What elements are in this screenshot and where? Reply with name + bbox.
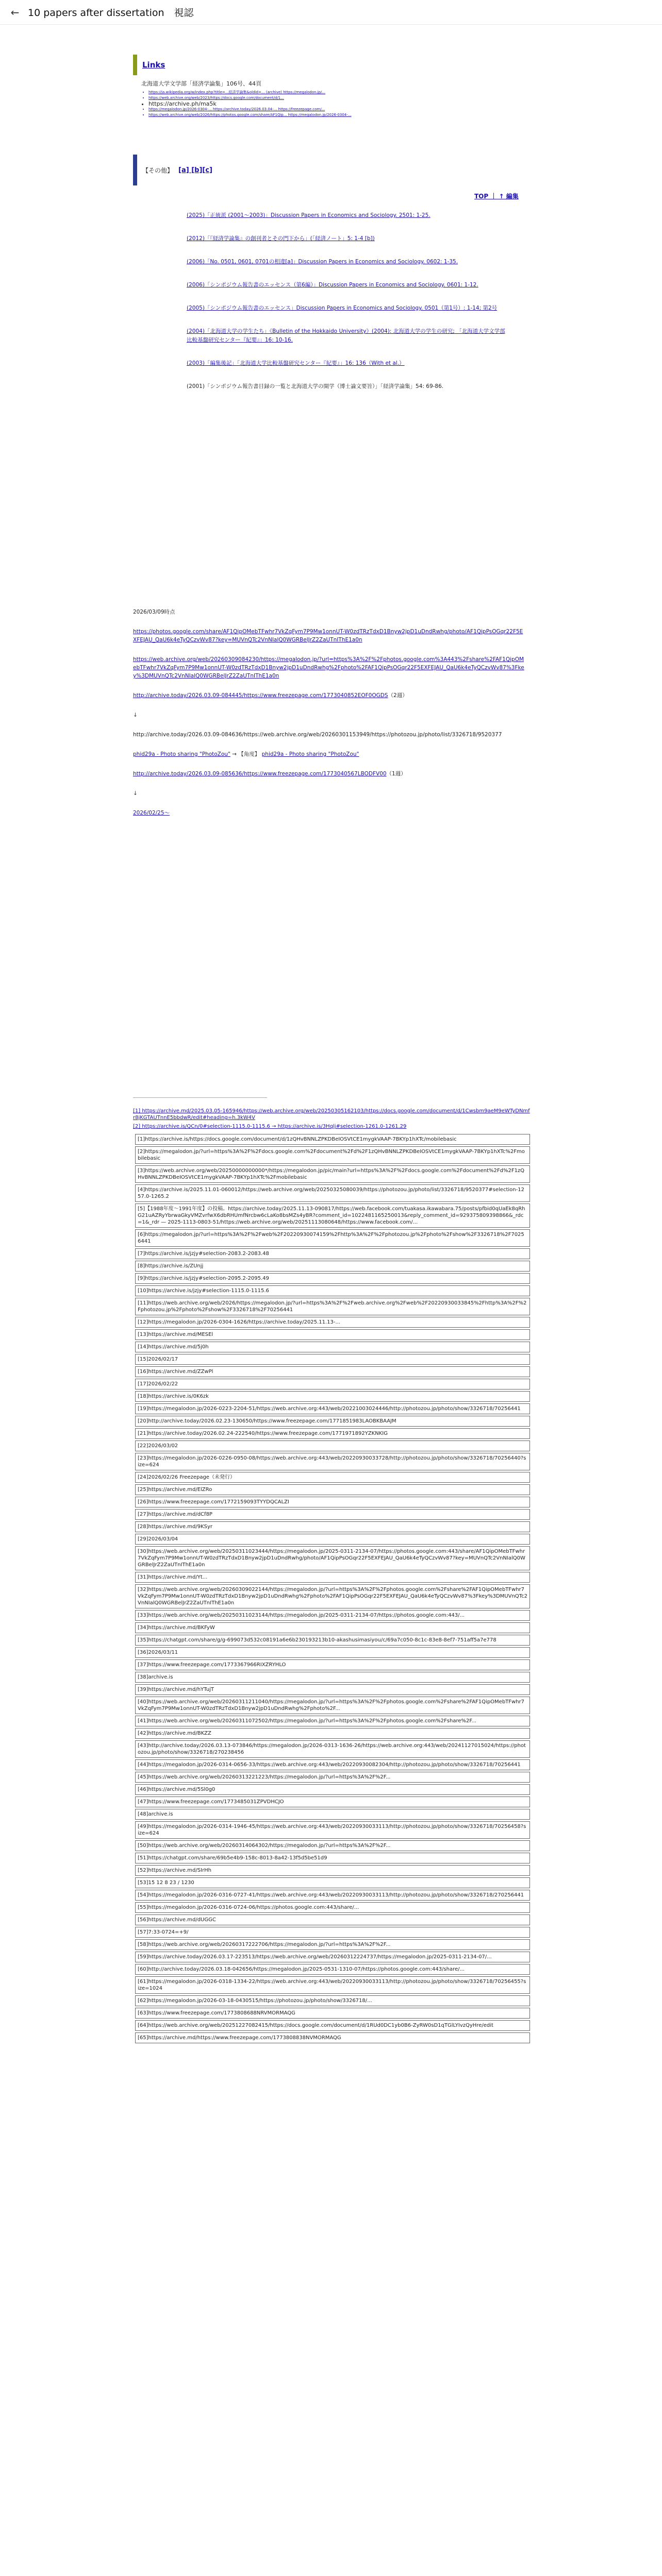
citation-box[interactable]: [13]https://archive.md/MESEl <box>135 1329 530 1340</box>
date-link[interactable]: 2026/02/25〜 <box>133 810 170 816</box>
citation-box[interactable]: [53]15 12 8 23 / 1230 <box>135 1877 530 1888</box>
citation-box[interactable]: [62]https://megalodon.jp/2026-03-18-0430515/https://photozou.jp/photo/show/3326718/... <box>135 1995 530 2006</box>
citation-box[interactable]: [60]http://archive.today/2026.03.18-042656/https://megalodon.jp/2025-0531-1310-07/https://photos.google.com:443/share/... <box>135 1964 530 1975</box>
citation-box[interactable]: [40]https://web.archive.org/web/20260311211040/https://megalodon.jp/?url=https%3A%2F%2Fphotos.google.com%2Fshare%2FAF1QipOMebTFwhr7VkZqFym7P9Mw1onnUT-W0zdTRzTdxD1Bnyw2jpD1uDndRwhg%2Fphoto%2F... <box>135 1697 530 1714</box>
citation-box[interactable]: [15]2026/02/17 <box>135 1354 530 1365</box>
citation-box[interactable]: [19]https://megalodon.jp/2026-0223-2204-51/https://web.archive.org:443/web/20221003024446/http://photozou.jp/photo/show/3326718/70256441 <box>135 1403 530 1414</box>
citation-box[interactable]: [56]https://archive.md/dUGGC <box>135 1914 530 1925</box>
date-label: 2026/03/09時点 <box>133 609 175 615</box>
citation-box[interactable]: [52]https://archive.md/SIrHh <box>135 1865 530 1876</box>
section-marker <box>133 55 137 75</box>
reference-item[interactable]: (2004)「北海道大学の学生たち」《Bulletin of the Hokkaido University》(2004): 北海道大学の学生の研究; 「北海道大学文学部比較基盤研究センター『紀要』」16: 10-16. <box>187 328 505 343</box>
reference-list <box>187 211 506 405</box>
note-suffix: （1週） <box>386 771 406 777</box>
citation-box[interactable]: [26]https://www.freezepage.com/1772159093TYYDQCALZI <box>135 1497 530 1507</box>
citation-box[interactable]: [57]7:33-0724=+9/ <box>135 1927 530 1938</box>
citation-box[interactable]: [10]https://archive.is/jzjy#selection-1115.0-1115.6 <box>135 1285 530 1296</box>
note-text: http://archive.today/2026.03.09-084636/https://web.archive.org/web/20260301153949/https://photozou.jp/photo/list/3326718/9520377 <box>133 732 502 738</box>
mini-link[interactable]: • https://archive.ph/ma5k <box>148 101 509 107</box>
mini-link[interactable]: • https://ja.wikipedia.org/w/index.php?title=...経済学論集&oldid=... (archive) https://megalodon.jp/... <box>148 90 509 95</box>
mini-link[interactable]: • https://megalodon.jp/2026-0304-... https://archive.today/2026.03.04-... https://freezepage.com/... <box>148 107 509 112</box>
links-title[interactable]: Links <box>142 60 166 70</box>
citation-box[interactable]: [11]https://web.archive.org/web/2026/https://megalodon.jp/?url=https%3A%2F%2Fweb.archive.org%2Fweb%2F20220930033845%2Fhttp%3A%2F%2Fphotozou.jp%2Fphoto%2Fshow%2F3326718%2F70256441 <box>135 1298 530 1315</box>
citation-box[interactable]: [55]https://megalodon.jp/2026-0316-0724-06/https://photos.google.com:443/share/... <box>135 1902 530 1913</box>
footnotes <box>133 1108 530 2045</box>
footnote[interactable]: [1] https://archive.md/2025.03.05-165946/https://web.archive.org/web/20250305162103/https://docs.google.com/document/d/1Cwsbm9aeM9eWTyDNmfr8jKGTAUTnnE5bbdwR/edit#heading=h.3kW4V <box>133 1108 530 1121</box>
citation-box[interactable]: [27]https://archive.md/dCf8P <box>135 1509 530 1520</box>
section-marker <box>133 155 137 185</box>
photo-separator: → 【角度】 <box>230 751 260 757</box>
divider <box>133 1097 267 1098</box>
citation-box[interactable]: [35]https://chatgpt.com/share/g/g-699073d532c08191a6e6b230193213b10-akashusimasiyou/c/69a7c050-8c1c-83e8-8ef7-751aff5a7e778 <box>135 1635 530 1646</box>
links-list <box>141 90 509 118</box>
citation-box[interactable]: [38]archive.is <box>135 1672 530 1683</box>
notes-section <box>133 608 525 828</box>
mini-link[interactable]: • https://web.archive.org/web/2023/https://docs.google.com/document/d/1... <box>148 95 509 101</box>
reference-item[interactable]: (2006)「シンポジウム報告書のエッセンス（第6編）」Discussion Papers in Economics and Sociology. 0601: 1-12. <box>187 282 478 288</box>
citation-box[interactable]: [59]https://archive.today/2026.03.17-223513/https://web.archive.org/web/20260312224737/https://megalodon.jp/2025-0311-2134-07/... <box>135 1952 530 1962</box>
reference-item[interactable]: (2006)「No. 0501, 0601, 0701の相違[a]」Discussion Papers in Economics and Sociology. 0602: 1-35. <box>187 259 458 265</box>
down-arrow: ↓ <box>133 790 138 796</box>
citation-box[interactable]: [65]https://archive.md/https://www.freezepage.com/1773808838NVMORMAQG <box>135 2032 530 2043</box>
citation-box[interactable]: [54]https://megalodon.jp/2026-0316-0727-41/https://web.archive.org:443/web/20220930033113/http://photozou.jp/photo/show/3326718/270256441 <box>135 1890 530 1901</box>
mini-link[interactable]: • https://web.archive.org/web/2026/https://photos.google.com/share/AF1Qip... https://megalodon.jp/2026-0304-... <box>148 112 509 118</box>
links-subtitle: 北海道大学文学部「経済学論集」106号、44頁 <box>141 80 261 87</box>
page-title: 10 papers after dissertation 視認 <box>28 7 194 19</box>
citation-box[interactable]: [21]https://archive.today/2026.02.24-222540/https://www.freezepage.com/1771971892YZKNKIG <box>135 1428 530 1439</box>
citation-box[interactable]: [16]https://archive.md/ZZwPl <box>135 1366 530 1377</box>
citation-box[interactable]: [50]https://web.archive.org/web/20260314064302/https://megalodon.jp/?url=https%3A%2F%2F... <box>135 1840 530 1851</box>
top-edit-link[interactable]: TOP ｜ ↑ 編集 <box>474 193 519 200</box>
citation-box[interactable]: [28]https://archive.md/9KSyr <box>135 1521 530 1532</box>
reference-item[interactable]: (2005)「シンポジウム報告書のエッセンス」Discussion Papers in Economics and Sociology. 0501（第1号）: 1-14; 第2号 <box>187 305 498 311</box>
citation-box[interactable]: [5]【1988年度〜1991年度】の投稿。https://archive.today/2025.11.13-090817/https://web.facebook.com/tuakasa.ikawabara.75/posts/pfbid0qUaEk8qRhG21uAZRyYbrwaGkyVMZvrfwX6dbRHUmfNrcbw6cLaKo8bsMZs4yBR?comment_id=1022481165250013&reply_comment_id=929375809398866&_rdc=1&_rdr — 2025-1113-0803-51/https://web.archive.org/web/20251113080648/https://www.facebook.com/... <box>135 1204 530 1228</box>
citation-box[interactable]: [47]https://www.freezepage.com/1773485031ZPVDHCJO <box>135 1797 530 1807</box>
citation-box[interactable]: [51]https://chatgpt.com/share/69b5e4b9-158c-8013-8a42-13f5d5be51d9 <box>135 1853 530 1863</box>
citation-box[interactable]: [20]http://archive.today/2026.02.23-130650/https://www.freezepage.com/1771851983LAOBKBAAJM <box>135 1416 530 1427</box>
citation-box[interactable]: [17]2026/02/22 <box>135 1379 530 1389</box>
citation-box[interactable]: [41]https://web.archive.org/web/20260311072502/https://megalodon.jp/?url=https%3A%2F%2Fphotos.google.com%2Fshare%2F... <box>135 1716 530 1726</box>
citation-box[interactable]: [36]2026/03/11 <box>135 1647 530 1658</box>
citation-box[interactable]: [8]https://archive.is/ZUnjj <box>135 1261 530 1272</box>
citation-box[interactable]: [33]https://web.archive.org/web/20250311023144/https://megalodon.jp/2025-0311-2134-07/https://photos.google.com:443/... <box>135 1610 530 1621</box>
citation-box[interactable]: [24]2026/02/26 Freezepage（未発行） <box>135 1472 530 1483</box>
others-section <box>133 155 509 185</box>
others-links[interactable]: [a] [b][c] <box>178 166 212 174</box>
others-label: 【その他】 <box>142 166 174 174</box>
citation-box[interactable]: [39]https://archive.md/hYTujT <box>135 1684 530 1695</box>
citation-box[interactable]: [7]https://archive.is/jzjy#selection-2083.2-2083.48 <box>135 1248 530 1259</box>
citation-box[interactable]: [25]https://archive.md/ElZRo <box>135 1484 530 1495</box>
citation-box[interactable]: [58]https://web.archive.org/web/20260317222706/https://megalodon.jp/?url=https%3A%2F%2F... <box>135 1939 530 1950</box>
note-url[interactable]: https://photos.google.com/share/AF1QipOMebTFwhr7VkZqFym7P9Mw1onnUT-W0zdTRzTdxD1Bnyw2jpD1uDndRwhg/photo/AF1QipPsOGqr22F5EXFEJAU_QaU6k4eTyQCzvWv87?key=MUVnQTc2VnNIalQ0WGRBelJrZ2ZaUTnIThE1a0n <box>133 629 523 643</box>
citation-box[interactable]: [44]https://megalodon.jp/2026-0314-0656-33/https://web.archive.org:443/web/20220930082304/http://photozou.jp/photo/show/3326718/70256441 <box>135 1759 530 1770</box>
arrow-left-icon[interactable]: ← <box>10 6 20 19</box>
citation-boxes <box>133 1134 530 2043</box>
citation-box[interactable]: [22]2026/03/02 <box>135 1440 530 1451</box>
citation-box[interactable]: [34]https://archive.md/BKFyW <box>135 1622 530 1633</box>
citation-box[interactable]: [64]https://web.archive.org/web/20251227082415/https://docs.google.com/document/d/1RUd0DC1yb0B6-ZyRW0sD1qTGlLYIvzQyHre/edit <box>135 2020 530 2031</box>
citation-box[interactable]: [49]https://megalodon.jp/2026-0314-1946-45/https://web.archive.org:443/web/20220930033113/http://photozou.jp/photo/show/3326718/70256458?size=624 <box>135 1821 530 1839</box>
links-section <box>133 55 509 118</box>
note-url[interactable]: https://web.archive.org/web/20260309084230/https://megalodon.jp/?url=https%3A%2F%2Fphotos.google.com%3A443%2Fshare%2FAF1QipOMebTFwhr7VkZqFym7P9Mw1onnUT-W0zdTRzTdxD1Bnyw2jpD1uDndRwhg%2Fphoto%2FAF1QipPsOGqr22F5EXFEJAU_QaU6k4eTyQCzvWv87%3Fkey%3DMUVnQTc2VnNIalQ0WGRBelJrZ2ZaUTnIThE1a0n <box>133 656 524 679</box>
citation-box[interactable]: [63]https://www.freezepage.com/1773808688NRVMORMAQG <box>135 2008 530 2019</box>
photo-link[interactable]: phid29a - Photo sharing "PhotoZou" <box>261 751 359 757</box>
reference-item[interactable]: (2025)「正統派 (2001〜2003)」Discussion Papers in Economics and Sociology. 2501: 1-25. <box>187 212 431 218</box>
citation-box[interactable]: [4]https://archive.is/2025.11.01-060012/https://web.archive.org/web/20250325080039/https://photozou.jp/photo/list/3326718/9520377#selection-1257.0-1265.2 <box>135 1184 530 1202</box>
links-heading <box>133 55 509 75</box>
citation-box[interactable]: [18]https://archive.is/0K6zk <box>135 1391 530 1402</box>
down-arrow: ↓ <box>133 712 138 718</box>
note-suffix: （2週） <box>388 692 408 699</box>
citation-box[interactable]: [29]2026/03/04 <box>135 1534 530 1545</box>
citation-box[interactable]: [12]https://megalodon.jp/2026-0304-1626/https://archive.today/2025.11.13-... <box>135 1317 530 1328</box>
citation-box[interactable]: [48]archive.is <box>135 1809 530 1820</box>
citation-box[interactable]: [42]https://archive.md/BKZZ <box>135 1728 530 1739</box>
footnote[interactable]: [2] https://archive.is/QCn/0#selection-1115.0-1115.6 → https://archive.is/3Hqlj#selection-1261.0-1261.29 <box>133 1124 407 1129</box>
title-bar <box>0 0 662 25</box>
citation-box[interactable]: [43]http://archive.today/2026.03.13-073846/https://megalodon.jp/2026-0313-1636-26/https://web.archive.org:443/web/20241127015024/https://photozou.jp/photo/show/3326718/270238456 <box>135 1740 530 1758</box>
citation-box[interactable]: [14]https://archive.md/5j0h <box>135 1342 530 1352</box>
citation-box[interactable]: [3]https://web.archive.org/web/20250000000000*/https://megalodon.jp/pic/main?url=https%3A%2F%2Fdocs.google.com%2Fdocument%2Fd%2F1zQHvBNNLZPKDBeIOSVtCE1mygkVAAP-7BKYp1hXTc%2Fmobilebasic <box>135 1165 530 1183</box>
citation-box[interactable]: [46]https://archive.md/5Sl0g0 <box>135 1784 530 1795</box>
citation-box[interactable]: [61]https://megalodon.jp/2026-0318-1334-22/https://web.archive.org:443/web/20220930033113/http://photozou.jp/photo/show/3326718/70256455?size=1024 <box>135 1976 530 1994</box>
reference-item: (2001)「シンポジウム報告書目録の一覧と北海道大学の開学（博士論文要旨）」「経済学論集」54: 69-86. <box>187 383 444 389</box>
citation-box[interactable]: [30]https://web.archive.org/web/20250311023444/https://megalodon.jp/2025-0311-2134-07/https://photos.google.com:443/share/AF1QipOMebTFwhr7VkZqFym7P9Mw1onnUT-W0zdTRzTdxD1Bnyw2jpD1uDndRwhg/photo/AF1QipPsOGqr22F5EXFEJAU_QaU6k4eTyQCzvWv87?key=MUVnQTc2VnNIalQ0WGRBelJrZ2ZaUTnIThE1a0n <box>135 1546 530 1570</box>
citation-box[interactable]: [23]https://megalodon.jp/2026-0226-0950-08/https://web.archive.org:443/web/20220930033728/http://photozou.jp/photo/show/3326718/70256440?size=624 <box>135 1453 530 1470</box>
citation-box[interactable]: [2]https://megalodon.jp/?url=https%3A%2F%2Fdocs.google.com%2Fdocument%2Fd%2F1zQHvBNNLZPKDBeIOSVtCE1mygkVAAP-7BKYp1hXTc%2Fmobilebasic <box>135 1146 530 1164</box>
citation-box[interactable]: [6]https://megalodon.jp/?url=https%3A%2F%2Fweb%2F20220930074159%2Fhttp%3A%2F%2Fphotozou.jp%2Fphoto%2Fshow%2F3326718%2F70256441 <box>135 1229 530 1247</box>
citation-box[interactable]: [37]https://www.freezepage.com/1773367966RIXZRYHLO <box>135 1659 530 1670</box>
citation-box[interactable]: [9]https://archive.is/jzjy#selection-2095.2-2095.49 <box>135 1273 530 1284</box>
reference-item[interactable]: (2012)「『経済学論集』の創刊者とその門下から」(「経済ノート」5: 1-4 [b]) <box>187 235 375 242</box>
note-url[interactable]: http://archive.today/2026.03.09-084445/https://www.freezepage.com/1773040852EOF0OGDS <box>133 692 388 699</box>
citation-box[interactable]: [45]https://web.archive.org/web/20260313221223/https://megalodon.jp/?url=https%3A%2F%2F... <box>135 1772 530 1783</box>
reference-item[interactable]: (2003)「編集後記」「北海道大学比較基盤研究センター『紀要』」16: 136（With et al.） <box>187 360 405 366</box>
citation-box[interactable]: [31]https://archive.md/Yt... <box>135 1572 530 1583</box>
note-url[interactable]: http://archive.today/2026.03.09-085636/https://www.freezepage.com/1773040567LBODFV00 <box>133 771 387 777</box>
citation-box[interactable]: [1]https://archive.is/https://docs.google.com/document/d/1zQHvBNNLZPKDBeIOSVtCE1mygkVAAP-7BKYp1hXTc/mobilebasic <box>135 1134 530 1145</box>
photo-link[interactable]: phid29a - Photo sharing "PhotoZou" <box>133 751 230 757</box>
citation-box[interactable]: [32]https://web.archive.org/web/20260309022144/https://megalodon.jp/?url=https%3A%2F%2Fphotos.google.com%2Fshare%2FAF1QipOMebTFwhr7VkZqFym7P9Mw1onnUT-W0zdTRzTdxD1Bnyw2jpD1uDndRwhg%2Fphoto%2FAF1QipPsOGqr22F5EXFEJAU_QaU6k4eTyQCzvWv87%3Fkey%3DMUVnQTc2VnNIalQ0WGRBelJrZ2ZaUTnIThE1a0n <box>135 1584 530 1608</box>
